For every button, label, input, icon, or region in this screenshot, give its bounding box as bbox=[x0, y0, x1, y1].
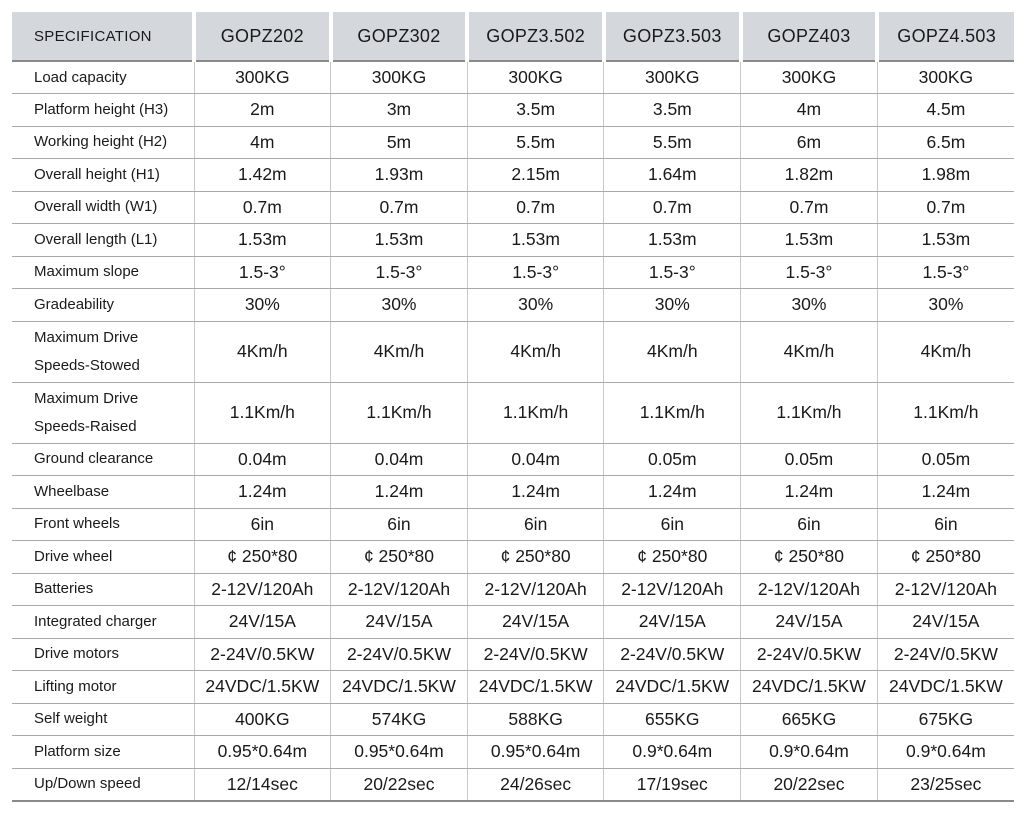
table-cell: 1.53m bbox=[741, 224, 878, 257]
model-header: GOPZ3.503 bbox=[604, 12, 741, 61]
row-label: Integrated charger bbox=[12, 606, 194, 639]
table-cell: 300KG bbox=[604, 61, 741, 94]
table-row bbox=[12, 256, 1014, 289]
table-cell: 24V/15A bbox=[194, 606, 331, 639]
row-label: Gradeability bbox=[12, 289, 194, 322]
table-cell: 20/22sec bbox=[741, 768, 878, 801]
table-cell: 4Km/h bbox=[467, 321, 604, 382]
table-cell: 30% bbox=[604, 289, 741, 322]
specification-header: SPECIFICATION bbox=[12, 12, 194, 61]
table-cell: 588KG bbox=[467, 703, 604, 736]
table-cell: 4Km/h bbox=[604, 321, 741, 382]
table-cell: 1.1Km/h bbox=[194, 382, 331, 443]
model-header: GOPZ3.502 bbox=[467, 12, 604, 61]
table-cell: ¢ 250*80 bbox=[604, 541, 741, 574]
row-label: Drive wheel bbox=[12, 541, 194, 574]
row-label: Overall width (W1) bbox=[12, 191, 194, 224]
row-label: Overall height (H1) bbox=[12, 159, 194, 192]
table-cell: 6m bbox=[741, 126, 878, 159]
model-header: GOPZ403 bbox=[741, 12, 878, 61]
table-cell: 17/19sec bbox=[604, 768, 741, 801]
table-cell: 0.95*0.64m bbox=[467, 736, 604, 769]
row-label: Maximum Drive Speeds-Raised bbox=[12, 382, 194, 443]
table-cell: 3m bbox=[331, 94, 468, 127]
row-label: Front wheels bbox=[12, 508, 194, 541]
table-cell: 1.24m bbox=[741, 476, 878, 509]
table-row bbox=[12, 94, 1014, 127]
table-cell: 675KG bbox=[877, 703, 1014, 736]
table-cell: 6in bbox=[877, 508, 1014, 541]
table-row bbox=[12, 476, 1014, 509]
table-row bbox=[12, 289, 1014, 322]
specification-table bbox=[12, 12, 1014, 802]
table-cell: 0.04m bbox=[194, 443, 331, 476]
table-cell: 6in bbox=[194, 508, 331, 541]
table-cell: 1.5-3° bbox=[194, 256, 331, 289]
table-cell: 1.93m bbox=[331, 159, 468, 192]
table-cell: 30% bbox=[194, 289, 331, 322]
model-header: GOPZ4.503 bbox=[877, 12, 1014, 61]
table-row bbox=[12, 159, 1014, 192]
table-cell: ¢ 250*80 bbox=[331, 541, 468, 574]
row-label: Overall length (L1) bbox=[12, 224, 194, 257]
table-cell: 4Km/h bbox=[741, 321, 878, 382]
table-cell: 1.53m bbox=[331, 224, 468, 257]
row-label: Drive motors bbox=[12, 638, 194, 671]
table-cell: 24V/15A bbox=[741, 606, 878, 639]
table-cell: 4m bbox=[741, 94, 878, 127]
table-cell: ¢ 250*80 bbox=[877, 541, 1014, 574]
table-cell: 2-12V/120Ah bbox=[741, 573, 878, 606]
table-cell: 1.24m bbox=[467, 476, 604, 509]
table-cell: 24V/15A bbox=[604, 606, 741, 639]
table-cell: 300KG bbox=[467, 61, 604, 94]
table-cell: 0.7m bbox=[194, 191, 331, 224]
table-cell: 1.5-3° bbox=[877, 256, 1014, 289]
table-row bbox=[12, 736, 1014, 769]
table-cell: 2-24V/0.5KW bbox=[741, 638, 878, 671]
table-cell: 0.7m bbox=[467, 191, 604, 224]
table-cell: 665KG bbox=[741, 703, 878, 736]
table-cell: 2-12V/120Ah bbox=[467, 573, 604, 606]
table-cell: 12/14sec bbox=[194, 768, 331, 801]
table-cell: 30% bbox=[741, 289, 878, 322]
table-cell: 4m bbox=[194, 126, 331, 159]
table-cell: 5.5m bbox=[467, 126, 604, 159]
table-cell: 24VDC/1.5KW bbox=[194, 671, 331, 704]
table-cell: 0.05m bbox=[741, 443, 878, 476]
table-cell: 24VDC/1.5KW bbox=[604, 671, 741, 704]
table-cell: 1.53m bbox=[877, 224, 1014, 257]
table-row bbox=[12, 671, 1014, 704]
table-cell: 0.7m bbox=[741, 191, 878, 224]
table-cell: 0.04m bbox=[331, 443, 468, 476]
row-label: Platform height (H3) bbox=[12, 94, 194, 127]
table-cell: 4.5m bbox=[877, 94, 1014, 127]
table-cell: 24VDC/1.5KW bbox=[741, 671, 878, 704]
table-cell: 0.05m bbox=[877, 443, 1014, 476]
table-cell: 2m bbox=[194, 94, 331, 127]
model-header: GOPZ202 bbox=[194, 12, 331, 61]
table-row bbox=[12, 224, 1014, 257]
table-cell: 2.15m bbox=[467, 159, 604, 192]
table-row bbox=[12, 638, 1014, 671]
model-header: GOPZ302 bbox=[331, 12, 468, 61]
table-cell: 0.9*0.64m bbox=[604, 736, 741, 769]
table-cell: 4Km/h bbox=[331, 321, 468, 382]
table-cell: 1.5-3° bbox=[331, 256, 468, 289]
row-label: Ground clearance bbox=[12, 443, 194, 476]
table-cell: 1.1Km/h bbox=[604, 382, 741, 443]
table-cell: 24/26sec bbox=[467, 768, 604, 801]
table-cell: 5.5m bbox=[604, 126, 741, 159]
table-cell: 24V/15A bbox=[467, 606, 604, 639]
row-label: Maximum Drive Speeds-Stowed bbox=[12, 321, 194, 382]
row-label: Maximum slope bbox=[12, 256, 194, 289]
table-cell: 1.24m bbox=[877, 476, 1014, 509]
table-cell: 24VDC/1.5KW bbox=[331, 671, 468, 704]
table-cell: 1.64m bbox=[604, 159, 741, 192]
table-cell: 574KG bbox=[331, 703, 468, 736]
table-cell: 1.53m bbox=[194, 224, 331, 257]
table-cell: 1.1Km/h bbox=[467, 382, 604, 443]
table-cell: 0.95*0.64m bbox=[331, 736, 468, 769]
table-cell: 1.53m bbox=[467, 224, 604, 257]
table-cell: 1.42m bbox=[194, 159, 331, 192]
table-row bbox=[12, 126, 1014, 159]
table-cell: 1.1Km/h bbox=[741, 382, 878, 443]
table-cell: 30% bbox=[877, 289, 1014, 322]
table-cell: 0.9*0.64m bbox=[741, 736, 878, 769]
table-cell: 2-24V/0.5KW bbox=[877, 638, 1014, 671]
table-row bbox=[12, 321, 1014, 382]
header-row bbox=[12, 12, 1014, 61]
table-cell: 1.1Km/h bbox=[331, 382, 468, 443]
table-cell: 23/25sec bbox=[877, 768, 1014, 801]
table-cell: 0.05m bbox=[604, 443, 741, 476]
table-cell: 0.7m bbox=[877, 191, 1014, 224]
row-label: Batteries bbox=[12, 573, 194, 606]
table-row bbox=[12, 703, 1014, 736]
table-cell: 4Km/h bbox=[194, 321, 331, 382]
table-row bbox=[12, 382, 1014, 443]
table-cell: 1.98m bbox=[877, 159, 1014, 192]
table-cell: 1.5-3° bbox=[604, 256, 741, 289]
table-cell: 2-24V/0.5KW bbox=[467, 638, 604, 671]
table-cell: 0.7m bbox=[604, 191, 741, 224]
table-cell: 5m bbox=[331, 126, 468, 159]
table-cell: 1.53m bbox=[604, 224, 741, 257]
row-label: Platform size bbox=[12, 736, 194, 769]
table-cell: 1.5-3° bbox=[741, 256, 878, 289]
table-cell: 2-24V/0.5KW bbox=[194, 638, 331, 671]
table-cell: 24V/15A bbox=[331, 606, 468, 639]
row-label: Working height (H2) bbox=[12, 126, 194, 159]
table-cell: 1.24m bbox=[604, 476, 741, 509]
table-cell: 24VDC/1.5KW bbox=[467, 671, 604, 704]
table-cell: 2-12V/120Ah bbox=[877, 573, 1014, 606]
table-cell: 0.9*0.64m bbox=[877, 736, 1014, 769]
table-cell: 0.7m bbox=[331, 191, 468, 224]
table-cell: 20/22sec bbox=[331, 768, 468, 801]
table-cell: 3.5m bbox=[604, 94, 741, 127]
row-label: Self weight bbox=[12, 703, 194, 736]
table-cell: 0.95*0.64m bbox=[194, 736, 331, 769]
table-cell: 30% bbox=[331, 289, 468, 322]
table-cell: 6.5m bbox=[877, 126, 1014, 159]
table-cell: 300KG bbox=[194, 61, 331, 94]
table-row bbox=[12, 573, 1014, 606]
table-row bbox=[12, 606, 1014, 639]
table-cell: 2-12V/120Ah bbox=[194, 573, 331, 606]
table-row bbox=[12, 768, 1014, 801]
table-cell: 3.5m bbox=[467, 94, 604, 127]
row-label: Load capacity bbox=[12, 61, 194, 94]
table-cell: 1.24m bbox=[331, 476, 468, 509]
table-cell: ¢ 250*80 bbox=[194, 541, 331, 574]
table-cell: 2-12V/120Ah bbox=[331, 573, 468, 606]
table-cell: 30% bbox=[467, 289, 604, 322]
table-cell: 300KG bbox=[741, 61, 878, 94]
table-cell: 6in bbox=[331, 508, 468, 541]
table-cell: 2-12V/120Ah bbox=[604, 573, 741, 606]
table-body bbox=[12, 61, 1014, 801]
table-cell: 6in bbox=[741, 508, 878, 541]
table-cell: 4Km/h bbox=[877, 321, 1014, 382]
table-cell: 1.24m bbox=[194, 476, 331, 509]
table-cell: 1.5-3° bbox=[467, 256, 604, 289]
row-label: Wheelbase bbox=[12, 476, 194, 509]
table-cell: 6in bbox=[467, 508, 604, 541]
table-cell: 1.82m bbox=[741, 159, 878, 192]
table-cell: 6in bbox=[604, 508, 741, 541]
table-cell: ¢ 250*80 bbox=[467, 541, 604, 574]
table-row bbox=[12, 61, 1014, 94]
table-row bbox=[12, 191, 1014, 224]
table-cell: 400KG bbox=[194, 703, 331, 736]
table-row bbox=[12, 541, 1014, 574]
table-row bbox=[12, 508, 1014, 541]
table-cell: 0.04m bbox=[467, 443, 604, 476]
table-cell: ¢ 250*80 bbox=[741, 541, 878, 574]
table-cell: 300KG bbox=[877, 61, 1014, 94]
table-cell: 655KG bbox=[604, 703, 741, 736]
table-cell: 24V/15A bbox=[877, 606, 1014, 639]
row-label: Lifting motor bbox=[12, 671, 194, 704]
table-cell: 2-24V/0.5KW bbox=[604, 638, 741, 671]
table-cell: 24VDC/1.5KW bbox=[877, 671, 1014, 704]
table-cell: 2-24V/0.5KW bbox=[331, 638, 468, 671]
row-label: Up/Down speed bbox=[12, 768, 194, 801]
table-cell: 1.1Km/h bbox=[877, 382, 1014, 443]
table-row bbox=[12, 443, 1014, 476]
table-cell: 300KG bbox=[331, 61, 468, 94]
